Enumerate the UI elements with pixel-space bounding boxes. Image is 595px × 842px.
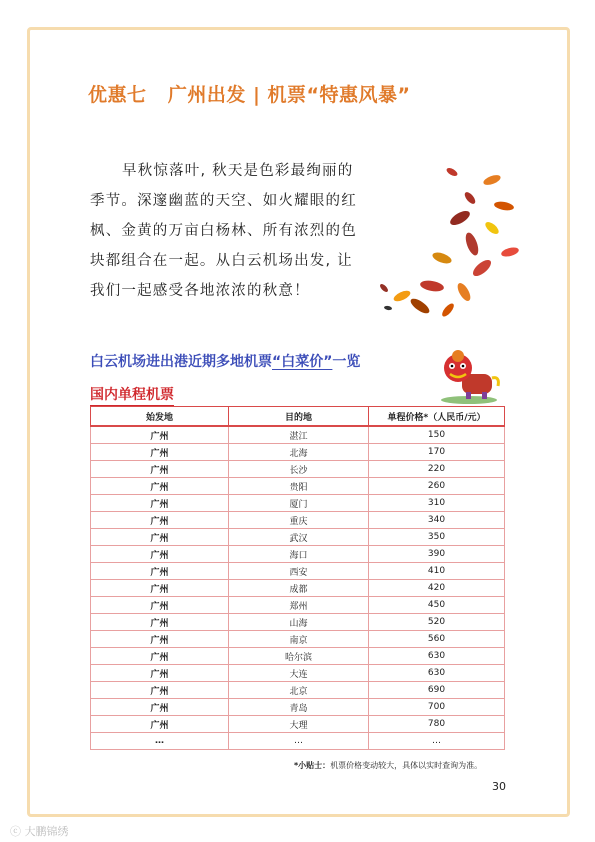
header-origin: 始发地 [91,407,229,427]
origin-cell: 广州 [91,461,229,478]
tip-text: 机票价格变动较大，具体以实时查询为准。 [330,761,483,770]
destination-cell: 大连 [229,665,369,682]
table-row [91,665,505,682]
intro-paragraph: 早秋惊落叶, 秋天是色彩最绚丽的季节。深邃幽蓝的天空、如火耀眼的红枫、金黄的万亩白杨林、所有浓烈的色块都组合在一起。从白云机场出发, 让我们一起感受各地浓浓的秋意！ [90,163,357,299]
page-number: 30 [492,780,506,793]
price-cell: 170 [369,444,505,461]
origin-cell: 广州 [91,682,229,699]
section-heading: 国内单程机票 [90,384,174,407]
price-cell: 260 [369,478,505,495]
origin-cell: 广州 [91,614,229,631]
destination-cell: 山海 [229,614,369,631]
table-row [91,529,505,546]
watermark-text: 大鹏锦绣 [24,825,69,838]
destination-cell: 南京 [229,631,369,648]
destination-cell: 大理 [229,716,369,733]
origin-cell: 广州 [91,597,229,614]
price-cell: 630 [369,665,505,682]
subhead-prefix: 白云机场进出港近期多地机票 [90,354,272,370]
origin-cell: 广州 [91,529,229,546]
destination-cell: 青岛 [229,699,369,716]
destination-cell: 郑州 [229,597,369,614]
table-row [91,614,505,631]
table-row [91,580,505,597]
table-row [91,716,505,733]
destination-cell: 长沙 [229,461,369,478]
destination-cell: 重庆 [229,512,369,529]
origin-cell: 广州 [91,426,229,444]
header-destination: 目的地 [229,407,369,427]
table-row [91,733,505,750]
price-cell: 410 [369,563,505,580]
origin-cell: 广州 [91,665,229,682]
price-cell: … [369,733,505,750]
price-cell: 150 [369,426,505,444]
origin-cell: 广州 [91,512,229,529]
price-cell: 350 [369,529,505,546]
table-row [91,478,505,495]
title-label: 优惠七 [88,84,147,106]
destination-cell: 北海 [229,444,369,461]
origin-cell: 广州 [91,699,229,716]
destination-cell: 武汉 [229,529,369,546]
price-cell: 700 [369,699,505,716]
section-subheading [90,351,360,371]
origin-cell: 广州 [91,648,229,665]
price-cell: 520 [369,614,505,631]
table-row [91,563,505,580]
price-cell: 340 [369,512,505,529]
destination-cell: 西安 [229,563,369,580]
price-cell: 780 [369,716,505,733]
destination-cell: 哈尔滨 [229,648,369,665]
title-main: 广州出发 | 机票“特惠风暴” [167,84,411,106]
origin-cell: … [91,733,229,750]
origin-cell: 广州 [91,631,229,648]
header-price: 单程价格*（人民币/元） [369,407,505,427]
table-header-row [91,407,505,427]
price-cell: 390 [369,546,505,563]
table-row [91,631,505,648]
watermark [10,823,69,839]
origin-cell: 广州 [91,716,229,733]
lion-dance-icon [436,346,502,404]
page-title [88,80,411,107]
table-row [91,699,505,716]
destination-cell: 湛江 [229,426,369,444]
table-row [91,682,505,699]
price-cell: 690 [369,682,505,699]
price-cell: 630 [369,648,505,665]
destination-cell: 北京 [229,682,369,699]
table-row [91,444,505,461]
table-row [91,512,505,529]
origin-cell: 广州 [91,580,229,597]
destination-cell: 贵阳 [229,478,369,495]
price-cell: 560 [369,631,505,648]
origin-cell: 广州 [91,478,229,495]
destination-cell: 海口 [229,546,369,563]
table-row [91,461,505,478]
fare-table [90,406,505,750]
price-cell: 450 [369,597,505,614]
destination-cell: 成都 [229,580,369,597]
tip-note [294,760,482,771]
price-cell: 310 [369,495,505,512]
table-row [91,546,505,563]
tip-label: *小贴士： [294,761,331,770]
watermark-icon: ⓒ [10,825,21,838]
table-row [91,597,505,614]
subhead-suffix: 一览 [332,354,361,370]
autumn-leaves-illustration [372,160,532,320]
leaf-icon [379,166,520,318]
destination-cell: 厦门 [229,495,369,512]
origin-cell: 广州 [91,444,229,461]
price-cell: 220 [369,461,505,478]
origin-cell: 广州 [91,495,229,512]
price-cell: 420 [369,580,505,597]
subhead-highlight: “白菜价” [272,354,333,370]
origin-cell: 广州 [91,546,229,563]
table-row [91,495,505,512]
destination-cell: … [229,733,369,750]
origin-cell: 广州 [91,563,229,580]
table-row [91,648,505,665]
table-row [91,426,505,444]
